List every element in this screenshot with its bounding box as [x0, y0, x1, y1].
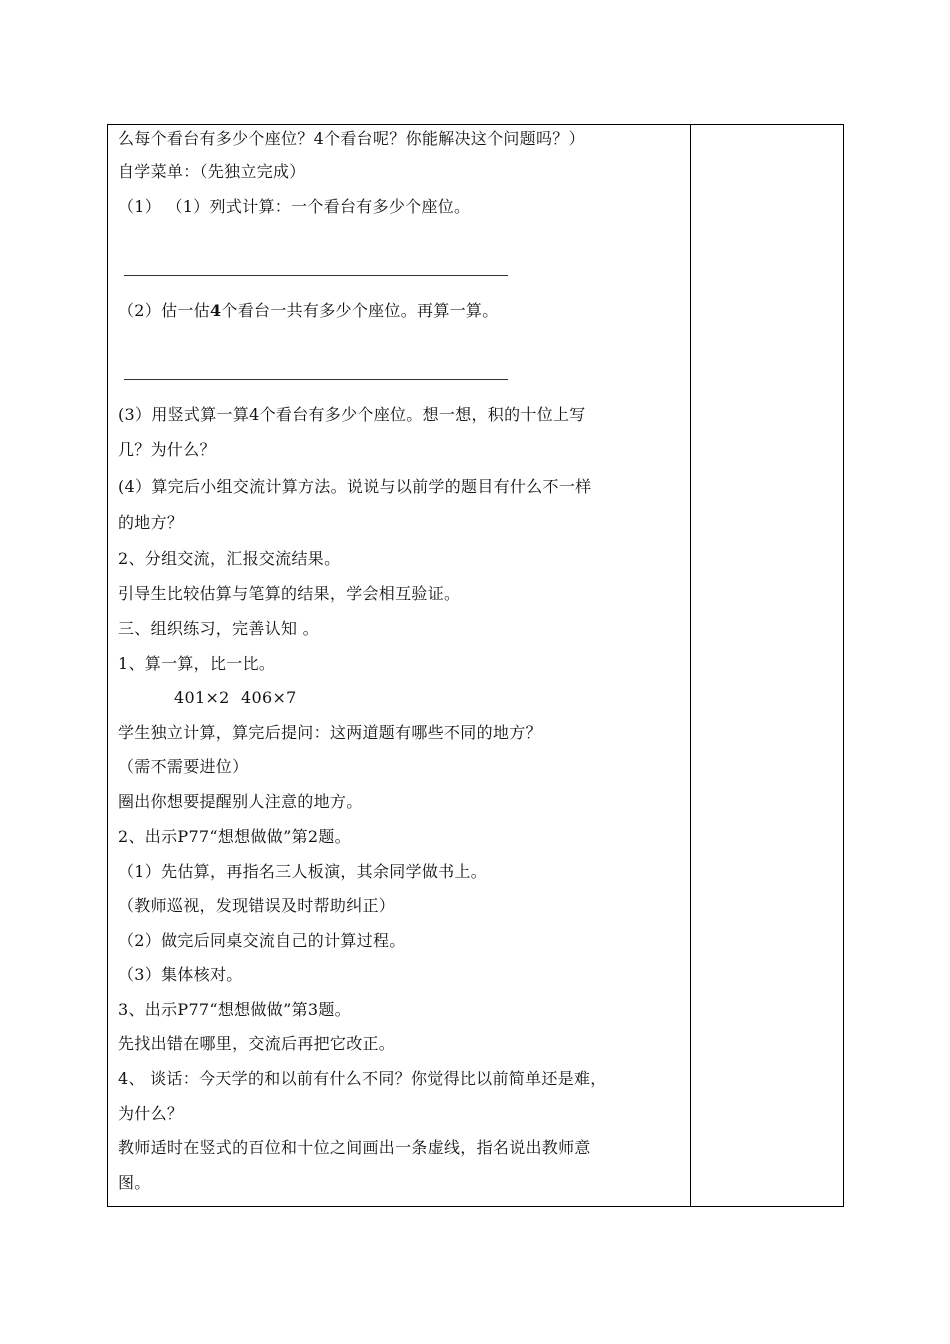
text-fragment: 个看台一共有多少个座位。再算一算。 — [221, 301, 499, 320]
text-line: 为什么？ — [118, 1104, 184, 1123]
column-divider — [690, 125, 691, 1206]
text-line: （2）做完后同桌交流自己的计算过程。 — [118, 931, 406, 950]
text-line: 先找出错在哪里，交流后再把它改正。 — [118, 1034, 396, 1053]
calc-expression: 401×2 — [174, 688, 230, 707]
text-line: 么每个看台有多少个座位？4个看台呢？你能解决这个问题吗？） — [118, 129, 585, 148]
answer-blank-line — [124, 379, 508, 380]
text-fragment-bold: 4 — [209, 301, 222, 320]
text-line: (4）算完后小组交流计算方法。说说与以前学的题目有什么不一样 — [118, 477, 592, 496]
text-line: 1、算一算，比一比。 — [118, 654, 276, 673]
text-fragment: （2）估一估 — [118, 301, 210, 320]
text-line: 的地方？ — [118, 513, 184, 532]
lesson-table — [107, 124, 844, 1207]
text-line: 三、组织练习，完善认知 。 — [118, 619, 319, 638]
text-line: （1）先估算，再指名三人板演，其余同学做书上。 — [118, 862, 488, 881]
text-line: （需不需要进位） — [118, 757, 249, 776]
text-line: 圈出你想要提醒别人注意的地方。 — [118, 792, 363, 811]
text-line: 4、 谈话：今天学的和以前有什么不同？你觉得比以前简单还是难， — [118, 1069, 607, 1088]
text-line: 教师适时在竖式的百位和十位之间画出一条虚线，指名说出教师意 — [118, 1138, 591, 1157]
text-line — [118, 301, 499, 321]
text-line: 几？为什么？ — [118, 440, 216, 459]
text-line: 自学菜单：（先独立完成） — [118, 162, 306, 181]
text-line: 引导生比较估算与笔算的结果，学会相互验证。 — [118, 584, 461, 603]
text-line: （1） （1）列式计算：一个看台有多少个座位。 — [118, 197, 471, 216]
text-line: (3）用竖式算一算4个看台有多少个座位。想一想，积的十位上写 — [118, 405, 586, 424]
text-line: 3、出示P77“想想做做”第3题。 — [118, 1000, 351, 1019]
text-line: 2、出示P77“想想做做”第2题。 — [118, 827, 351, 846]
text-line: 图。 — [118, 1173, 151, 1192]
text-line: 学生独立计算，算完后提问：这两道题有哪些不同的地方？ — [118, 723, 542, 742]
text-line: 2、分组交流，汇报交流结果。 — [118, 549, 341, 568]
text-line: （教师巡视，发现错误及时帮助纠正） — [118, 896, 396, 915]
answer-blank-line — [124, 275, 508, 276]
text-line: （3）集体核对。 — [118, 965, 243, 984]
calc-expression: 406×7 — [241, 688, 297, 707]
